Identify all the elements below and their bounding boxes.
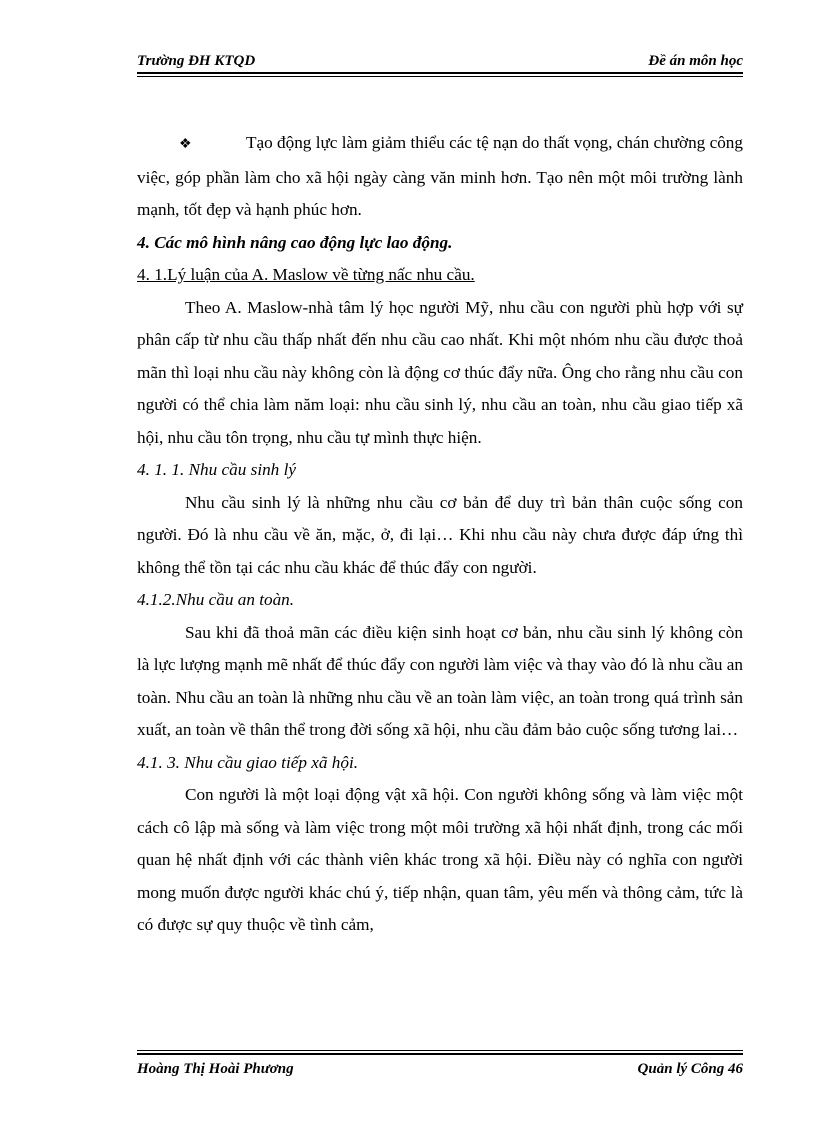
page-header <box>137 50 743 70</box>
footer-author: Hoàng Thị Hoài Phương <box>137 1061 294 1077</box>
bullet-text: Tạo động lực làm giảm thiểu các tệ nạn do thất vọng, chán chường công việc, góp phần làm cho xã hội ngày càng văn minh hơn. Tạo nên một môi trường lành mạnh, tốt đẹp và hạnh phúc hơn. <box>137 133 743 219</box>
section-heading: 4. Các mô hình nâng cao động lực lao động. <box>137 232 453 252</box>
paragraph-social: Con người là một loại động vật xã hội. Con người không sống và làm việc một cách cô lập mà sống và làm việc trong một môi trường xã hội nhất định, trong các mối quan hệ nhất định với các thành viên khác trong xã hội. Điều này có nghĩa con người mong muốn được người khác chú ý, tiếp nhận, quan tâm, yêu mến và thông cảm, tức là có được sự quy thuộc về tình cảm, <box>137 785 743 934</box>
paragraph-maslow: Theo A. Maslow-nhà tâm lý học người Mỹ, nhu cầu con người phù hợp với sự phân cấp từ nhu cầu thấp nhất đến nhu cầu cao nhất. Khi một nhóm nhu cầu được thoả mãn thì loại nhu cầu này không còn là động cơ thúc đẩy nữa. Ông cho rằng nhu cầu con người có thể chia làm năm loại: nhu cầu sinh lý, nhu cầu an toàn, nhu cầu giao tiếp xã hội, nhu cầu tôn trọng, nhu cầu tự mình thực hiện. <box>137 297 743 447</box>
heading-safety: 4.1.2.Nhu cầu an toàn. <box>137 590 295 609</box>
heading-physiological: 4. 1. 1. Nhu cầu sinh lý <box>137 460 296 479</box>
subsection-heading: 4. 1.Lý luận của A. Maslow về từng nấc nhu cầu. <box>137 265 475 284</box>
subsection-heading-wrap <box>137 259 743 292</box>
header-rule-thick <box>137 72 743 74</box>
footer-rule-thick <box>137 1053 743 1055</box>
paragraph-safety: Sau khi đã thoả mãn các điều kiện sinh hoạt cơ bản, nhu cầu sinh lý không còn là lực lượng mạnh mẽ nhất để thúc đẩy con người làm việc và thay vào đó là nhu cầu an toàn. Nhu cầu an toàn là những nhu cầu về an toàn làm việc, an toàn trong quá trình sản xuất, an toàn về thân thể trong đời sống xã hội, nhu cầu đảm bảo cuộc sống tương lai… <box>137 622 743 739</box>
header-school: Trường ĐH KTQD <box>137 53 256 69</box>
bullet-paragraph <box>137 127 743 227</box>
document-body <box>137 127 743 942</box>
header-rule-thin <box>137 76 743 77</box>
heading-social: 4.1. 3. Nhu cầu giao tiếp xã hội. <box>137 752 359 772</box>
footer-rule-thin <box>137 1050 743 1051</box>
page-footer <box>137 1058 743 1078</box>
header-doc-type: Đề án môn học <box>648 53 743 69</box>
bullet-diamond-icon: ❖ <box>179 137 192 152</box>
footer-class: Quản lý Công 46 <box>637 1061 743 1077</box>
paragraph-physiological: Nhu cầu sinh lý là những nhu cầu cơ bản để duy trì bản thân cuộc sống con người. Đó là nhu cầu về ăn, mặc, ở, đi lại… Khi nhu cầu này chưa được đáp ứng thì không thể tồn tại các nhu cầu khác để thúc đẩy con người. <box>137 492 743 577</box>
